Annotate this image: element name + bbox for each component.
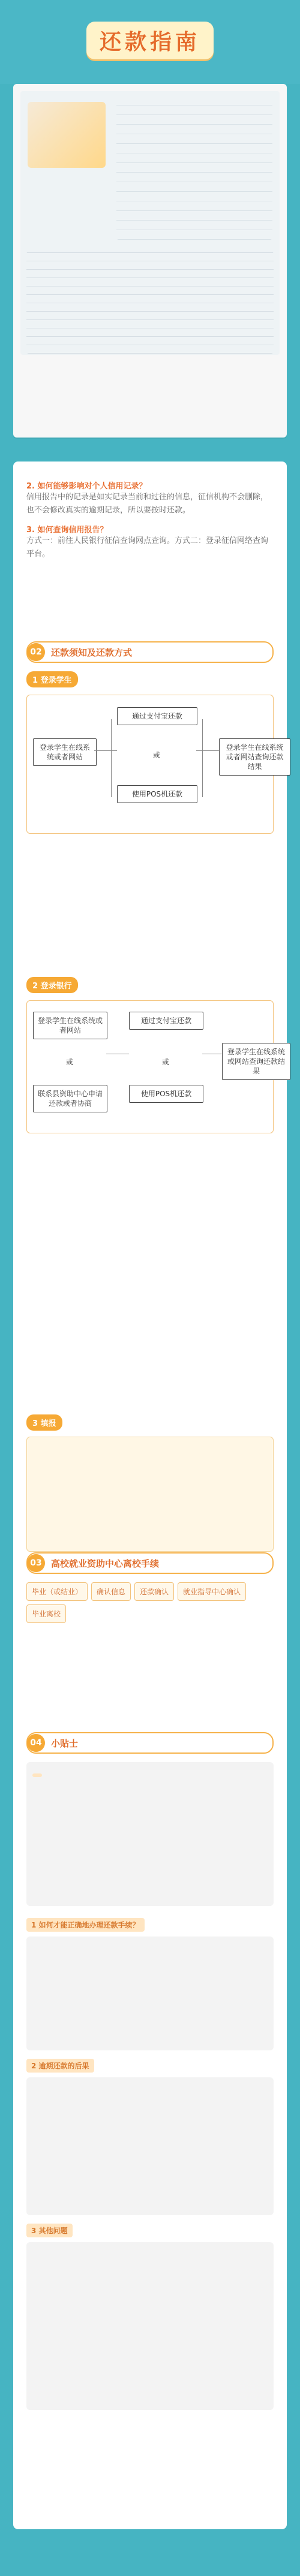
section-3-number: 03: [27, 1554, 45, 1572]
bottom-card-2: [26, 2077, 274, 2215]
section-2-bar: [26, 641, 274, 663]
tag-row-2: [26, 977, 274, 993]
footer-space: [13, 2535, 287, 2570]
flow1-line-left: [94, 750, 117, 751]
flow1-line-right: [196, 750, 219, 751]
tag-row-3: [26, 1414, 274, 1431]
flow2-mid-or: 或: [129, 1054, 202, 1070]
section-2c: [26, 1414, 274, 1552]
step-c: 还款确认: [134, 1582, 174, 1601]
section-2: [26, 641, 284, 841]
qa-question-3: 3. 如何查询信用报告？: [26, 526, 108, 535]
notes-band: [26, 1437, 274, 1552]
flow2-right: 登录学生在线系统或网站查询还款结果: [222, 1043, 290, 1080]
section-4-title: 小贴士: [51, 1738, 79, 1749]
tips-bottom: [26, 1918, 274, 2410]
tag-2: 2 登录银行: [26, 977, 78, 993]
flow1-left: 登录学生在线系统或者网站: [33, 738, 97, 766]
step-a: 毕业（或结业）: [26, 1582, 88, 1601]
section-3-bar: [26, 1552, 274, 1574]
flow1-vline-right: [202, 719, 203, 797]
tag-3: 3 填报: [26, 1414, 62, 1431]
info-text-block: [26, 252, 274, 354]
flow2-left-bottom: 联系县资助中心申请还款或者协商: [33, 1085, 107, 1112]
flow2-mid-bottom: 使用POS机还款: [129, 1085, 203, 1103]
section-4: [26, 1732, 274, 2410]
flow1-mid-or: 或: [117, 747, 196, 764]
bottom-tag-3: 3 其他问题: [26, 2224, 73, 2237]
flow1-mid-bottom: 使用POS机还款: [117, 785, 197, 803]
step-e: 毕业离校: [26, 1604, 66, 1623]
header: [0, 0, 300, 84]
section-2b: [26, 977, 285, 1139]
bottom-tag-2: 2 逾期还款的后果: [26, 2059, 94, 2073]
section-2-title: 还款须知及还款方式: [51, 647, 133, 658]
section-4-bar: [26, 1732, 274, 1754]
step-d: 就业指导中心确认: [178, 1582, 246, 1601]
qa-question-2: 2. 如何能够影响对个人信用记录？: [26, 482, 147, 491]
bottom-card-1: [26, 1936, 274, 2050]
flow2-left-or: 或: [33, 1054, 106, 1070]
intro-block: [26, 473, 274, 561]
flow-diagram-1: [26, 695, 284, 834]
qa-answer-2: 信用报告中的记录是如实记录当前和过往的信息，征信机构不会删除，也不会修改真实的逾期记录，所以要按时还款。: [26, 493, 269, 515]
flow1-right: 登录学生在线系统或者网站查询还款结果: [219, 738, 290, 776]
tips-label-1: [32, 1773, 42, 1777]
flow2-mid-top: 通过支付宝还款: [129, 1012, 203, 1030]
flow2-left-top: 登录学生在线系统或者网站: [33, 1012, 107, 1039]
steps-row: [26, 1582, 274, 1623]
flow-diagram-2: [26, 1000, 285, 1133]
step-b: 确认信息: [91, 1582, 131, 1601]
main-panel: [13, 461, 287, 2529]
section-2-number: 02: [27, 643, 45, 661]
flow1-vline-left: [111, 719, 112, 797]
tag-row-1: [26, 671, 274, 687]
section-4-number: 04: [27, 1734, 45, 1752]
section-3: [26, 1552, 274, 1629]
header-title-wrap: [0, 22, 300, 59]
tips-card-1: [26, 1762, 274, 1906]
top-info-card: [13, 84, 287, 438]
tag-1: 1 登录学生: [26, 671, 78, 687]
page-title: 还款指南: [86, 22, 214, 59]
bottom-card-3: [26, 2242, 274, 2410]
qa-answer-3: 方式一：前往人民银行征信查询网点查询。方式二：登录征信网络查询平台。: [26, 536, 269, 559]
section-3-title: 高校就业资助中心离校手续: [51, 1558, 160, 1569]
bottom-tag-1: 1 如何才能正确地办理还款手续？: [26, 1918, 145, 1932]
flow1-mid-top: 通过支付宝还款: [117, 707, 197, 725]
